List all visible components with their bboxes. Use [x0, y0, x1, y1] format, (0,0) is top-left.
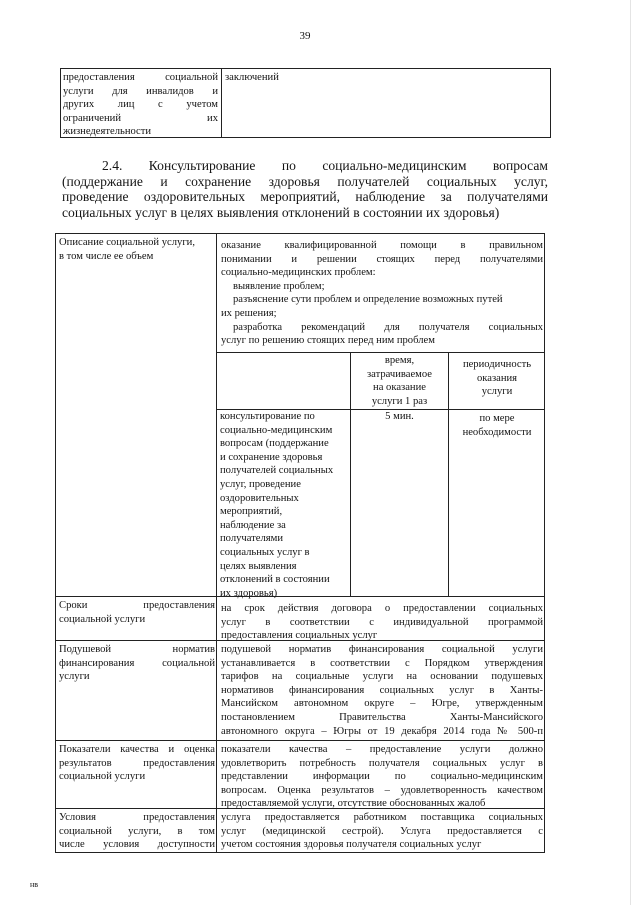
- page-number: 39: [299, 30, 311, 42]
- corner-mark: нв: [30, 880, 39, 889]
- service-name-cell: консультирование по социально-медицинским вопросам (поддержание и сохранение здоровья получателей социальных услуг, проведение оздоровительных мероприятий, наблюдение за получателями социальных услуг в целях выявления отклонений в состоянии их здоровья): [220, 411, 334, 599]
- scan-edge: [630, 0, 631, 905]
- row-conditions-text: услуга предоставляется работником поставщика социальных услуг (медицинской сестрой). Услуга предоставляется с учетом состояния здоровья получателя социальных услуг: [221, 812, 543, 851]
- section-heading: 2.4. Консультирование по социально-медицинским вопросам (поддержание и сохранение здоровья получателей социальных услуг, проведение оздоровительных мероприятий, наблюдение за получателями социальных услуг в целях выявления отклонений в состоянии их здоровья): [62, 158, 548, 220]
- row-norm-label: Подушевой норматив финансирования социальной услуги: [59, 644, 215, 683]
- service-description: оказание квалифицированной помощи в правильном понимании и решении стоящих перед получателями социально-медицинских проблем: выявление проблем; разъяснение сути проблем и определение возможных путей их решения; разработка рекомендаций для получателя социальных услуг по решению стоящих перед ним проблем: [221, 240, 543, 347]
- time-header: время, затрачиваемое на оказание услуги 1 раз: [366, 355, 433, 407]
- top-table-right-cell: заключений: [225, 72, 279, 83]
- periodicity-value: по мере необходимости: [462, 413, 532, 438]
- row-description-label: Описание социальной услуги, в том числе ее объем: [59, 237, 195, 262]
- row-conditions-label: Условия предоставления социальной услуги, в том числе условия доступности: [59, 812, 215, 851]
- time-value: 5 мин.: [385, 411, 414, 422]
- row-terms-text: на срок действия договора о предоставлении социальных услуг в соответствии с индивидуальной программой предоставления социальных услуг: [221, 603, 543, 642]
- row-norm-text: подушевой норматив финансирования социальной услуги устанавливается в соответствии с Порядком утверждения тарифов на социальные услуги на основании подушевых нормативов финансирования социальных услуг в Ханты- Мансийском автономном округе – Югре, утвержденным постановлением Правительства Ханты-Мансийского автономного округа – Югры от 19 декабря 2014 года № 500-п: [221, 644, 543, 737]
- row-quality-text: показатели качества – предоставление услуги должно удовлетворить потребность получателя социальных услуг в представлении информации по социально-медицинским вопросам. Оценка результатов – удовлетворенность качеством предоставляемой услуги, отсутствие обоснованных жалоб: [221, 744, 543, 810]
- top-table-left-cell: предоставления социальной услуги для инвалидов и других лиц с учетом ограничений их жизнедеятельности: [63, 72, 218, 138]
- row-terms-label: Сроки предоставления социальной услуги: [59, 600, 215, 625]
- row-quality-label: Показатели качества и оценка результатов предоставления социальной услуги: [59, 744, 215, 783]
- periodicity-header: периодичность оказания услуги: [462, 359, 532, 398]
